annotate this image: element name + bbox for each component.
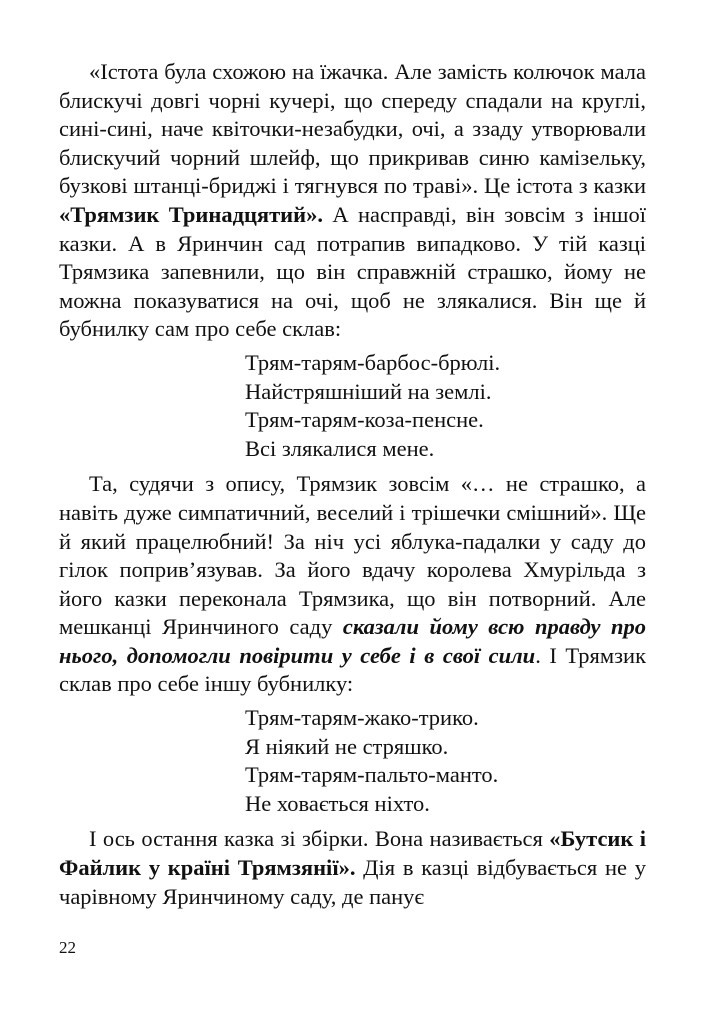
page-number: 22 (59, 938, 76, 957)
poem-1 (245, 349, 646, 463)
book-title-tryamzyk: «Трямзик Тринадцятий». (59, 201, 323, 227)
paragraph-1-text-b: А насправді, він зовсім з іншої казки. А в Яринчин сад потрапив випадково. У тій казці Трямзика запевнили, що він справжній страшко, йому не можна показуватися на очі, щоб не злякалися. Він ще й бубнилку сам про себе склав: (59, 201, 646, 342)
poem-2-line: Трям-тарям-жако-трико. (245, 705, 479, 731)
paragraph-2-text-a: Та, судячи з опису, Трямзик зовсім «… не страшко, а навіть дуже симпатичний, веселий і трішечки смішний». Ще й який працелюбний! За ніч усі яблука-падалки у саду до гілок поприв’язував. За його вдачу королева Хмурільда з його казки переконала Трямзика, що він потворний. Але мешканці Яринчиного саду (59, 471, 646, 640)
poem-1-line: Найстряшніший на землі. (245, 378, 492, 404)
poem-2-line: Не ховається ніхто. (245, 790, 430, 816)
paragraph-3-text-b: Дія в казці відбувається не у чарівному Яринчиному саду, де панує (59, 855, 646, 909)
emphasis-text: сказали йому всю правду про нього, допомогли повірити у себе і в свої сили (59, 614, 646, 668)
paragraph-2 (59, 470, 646, 699)
poem-1-line: Трям-тарям-коза-пенсне. (245, 407, 484, 433)
poem-2-line: Трям-тарям-пальто-манто. (245, 762, 499, 788)
paragraph-3 (59, 825, 646, 911)
paragraph-1 (59, 58, 646, 344)
book-title-butsyk: «Бутсик і Файлик у країні Трямзянії». (59, 826, 646, 881)
paragraph-1-text-a: «Істота була схожою на їжачка. Але замість колючок мала блискучі довгі чорні кучері, що спереду спадали на круглі, сині-сині, наче квіточки-незабудки, очі, а ззаду утворювали блискучий чорний шлейф, що прикривав синю камізельку, бузкові штанці-бриджі і тягнувся по траві». Це істота з казки (59, 59, 646, 199)
paragraph-2-text-b: . І Трямзик склав про себе іншу бубнилку: (59, 642, 647, 697)
poem-1-line: Всі злякалися мене. (245, 435, 435, 461)
paragraph-3-text-a: І ось остання казка зі збірки. Вона називається (89, 826, 550, 852)
poem-2 (245, 704, 646, 818)
poem-1-line: Трям-тарям-барбос-брюлі. (245, 349, 501, 375)
page-body (59, 58, 646, 911)
poem-2-line: Я ніякий не стряшко. (245, 733, 449, 759)
